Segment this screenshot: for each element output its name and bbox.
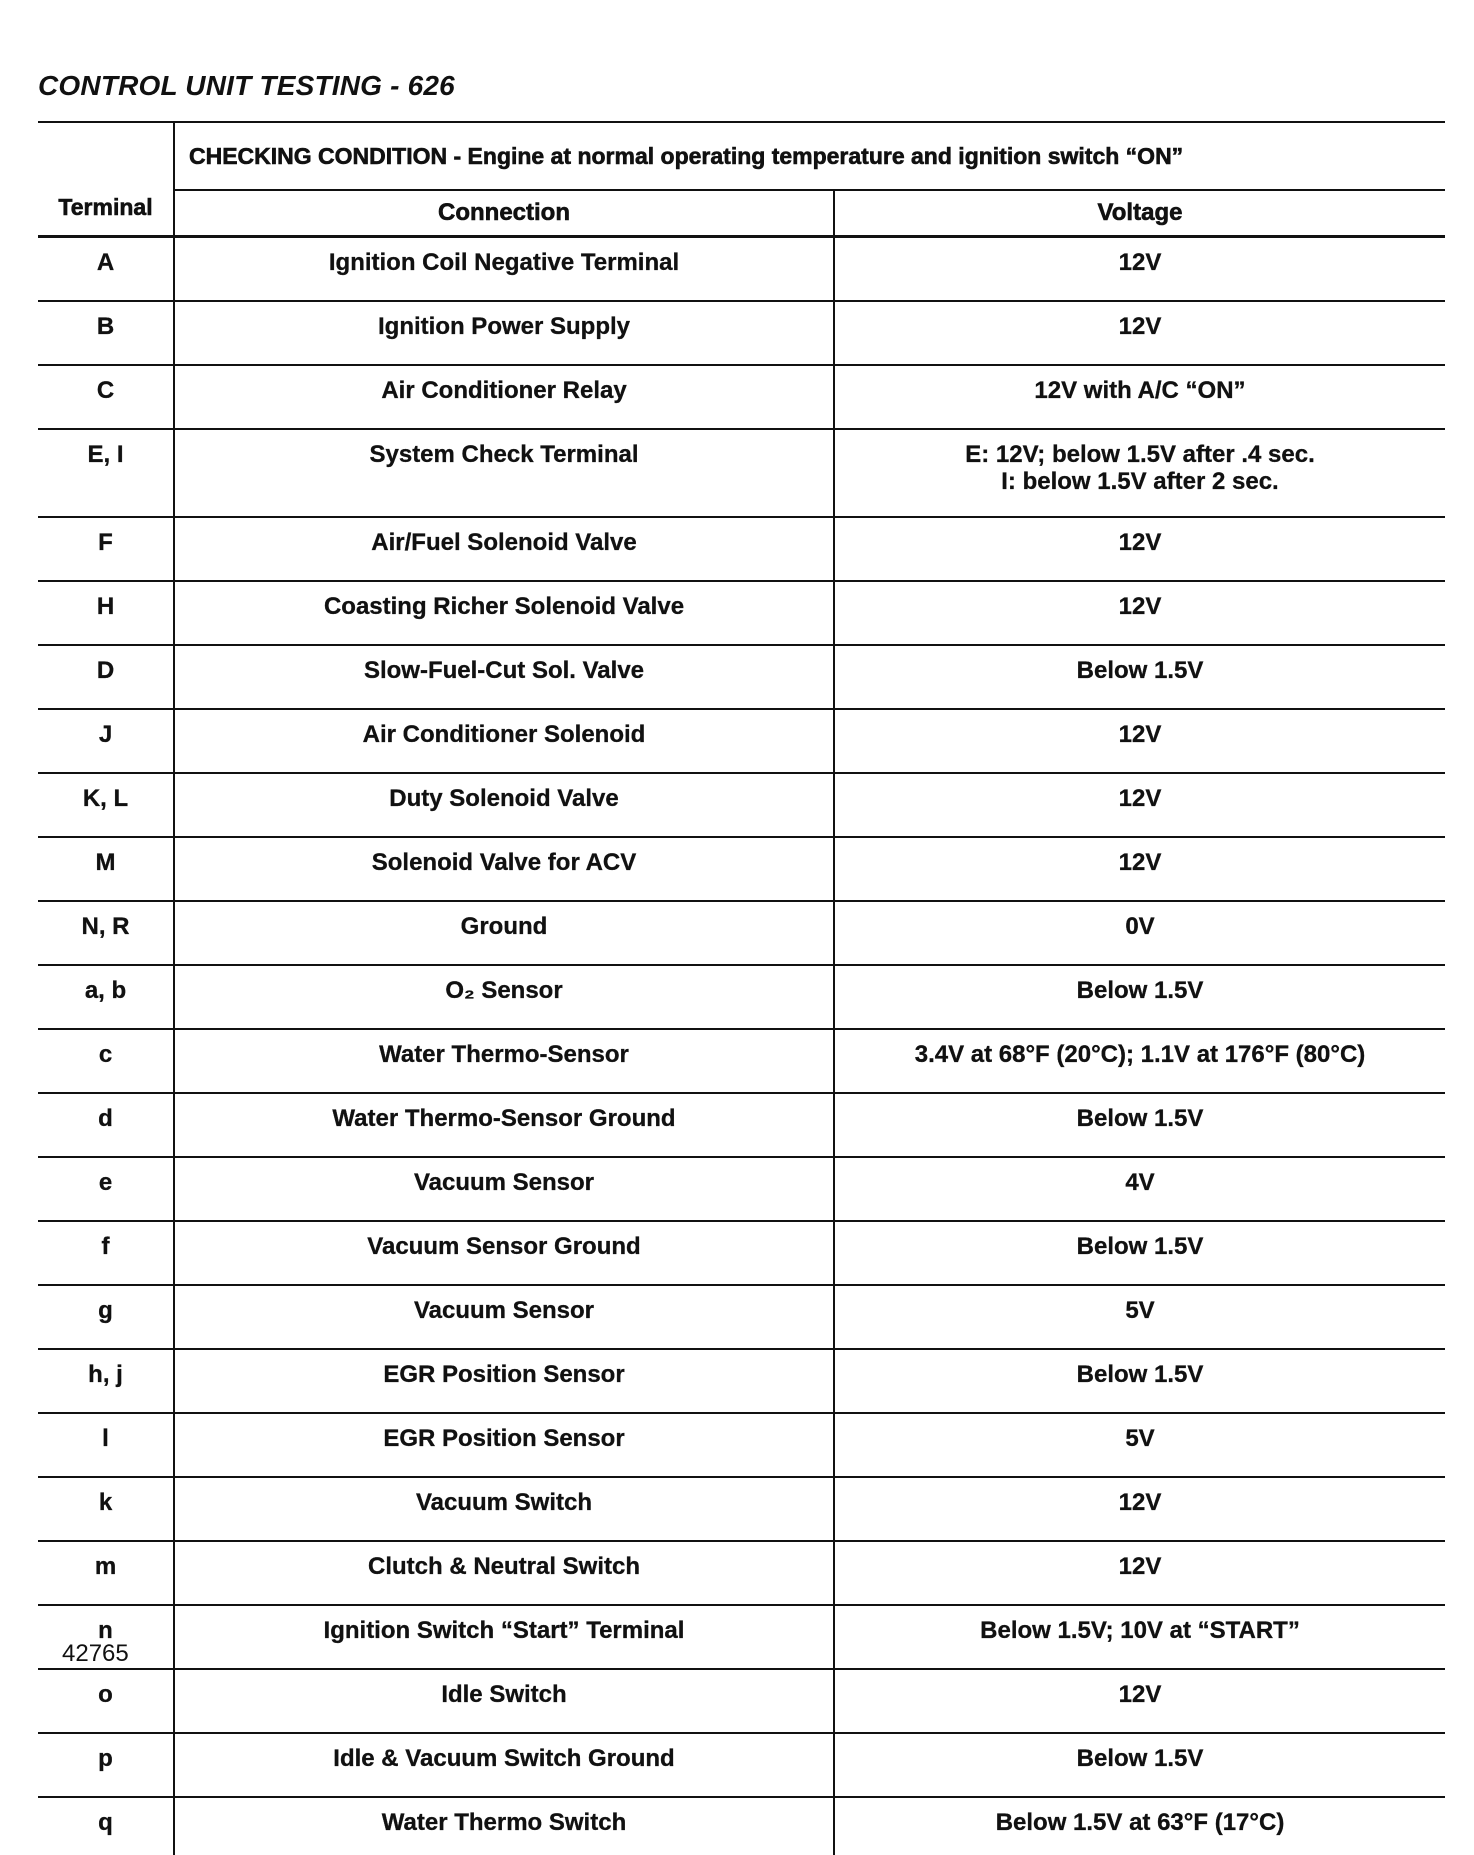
voltage-line: 5V bbox=[835, 1297, 1445, 1324]
table-row bbox=[38, 301, 1445, 365]
voltage-cell bbox=[834, 365, 1445, 429]
terminal-cell: a, b bbox=[38, 965, 174, 1029]
control-unit-table bbox=[38, 121, 1445, 1855]
connection-cell: Ignition Switch “Start” Terminal bbox=[174, 1605, 834, 1669]
voltage-line: Below 1.5V bbox=[835, 1233, 1445, 1260]
connection-cell: O₂ Sensor bbox=[174, 965, 834, 1029]
terminal-cell: B bbox=[38, 301, 174, 365]
table-row bbox=[38, 1605, 1445, 1669]
connection-cell: Ground bbox=[174, 901, 834, 965]
connection-cell: Coasting Richer Solenoid Valve bbox=[174, 581, 834, 645]
voltage-line: 12V bbox=[835, 313, 1445, 340]
figure-number: 42765 bbox=[62, 1640, 129, 1668]
connection-header: Connection bbox=[174, 190, 834, 237]
table-row bbox=[38, 1029, 1445, 1093]
terminal-cell: h, j bbox=[38, 1349, 174, 1413]
voltage-line: Below 1.5V bbox=[835, 657, 1445, 684]
table-row bbox=[38, 965, 1445, 1029]
terminal-header: Terminal bbox=[38, 122, 174, 237]
voltage-cell bbox=[834, 709, 1445, 773]
connection-cell: Vacuum Switch bbox=[174, 1477, 834, 1541]
voltage-line: 3.4V at 68°F (20°C); 1.1V at 176°F (80°C) bbox=[835, 1041, 1445, 1068]
table-row bbox=[38, 1797, 1445, 1855]
voltage-line: 12V bbox=[835, 785, 1445, 812]
voltage-cell bbox=[834, 1029, 1445, 1093]
terminal-cell: M bbox=[38, 837, 174, 901]
connection-cell: Slow-Fuel-Cut Sol. Valve bbox=[174, 645, 834, 709]
voltage-cell bbox=[834, 237, 1445, 302]
connection-cell: Water Thermo Switch bbox=[174, 1797, 834, 1855]
terminal-cell: c bbox=[38, 1029, 174, 1093]
connection-cell: Idle & Vacuum Switch Ground bbox=[174, 1733, 834, 1797]
voltage-line: Below 1.5V; 10V at “START” bbox=[835, 1617, 1445, 1644]
table-row bbox=[38, 773, 1445, 837]
voltage-line: 12V bbox=[835, 1681, 1445, 1708]
voltage-cell bbox=[834, 901, 1445, 965]
table-row bbox=[38, 517, 1445, 581]
connection-cell: Idle Switch bbox=[174, 1669, 834, 1733]
terminal-cell: q bbox=[38, 1797, 174, 1855]
connection-cell: Air Conditioner Relay bbox=[174, 365, 834, 429]
voltage-line: Below 1.5V bbox=[835, 1361, 1445, 1388]
terminal-cell: m bbox=[38, 1541, 174, 1605]
voltage-cell bbox=[834, 581, 1445, 645]
checking-condition-header: CHECKING CONDITION - Engine at normal operating temperature and ignition switch “ON” bbox=[174, 122, 1445, 190]
voltage-cell bbox=[834, 837, 1445, 901]
voltage-line: 12V bbox=[835, 593, 1445, 620]
voltage-line: Below 1.5V bbox=[835, 977, 1445, 1004]
voltage-line: 0V bbox=[835, 913, 1445, 940]
voltage-line: Below 1.5V bbox=[835, 1105, 1445, 1132]
terminal-cell: K, L bbox=[38, 773, 174, 837]
connection-cell: Ignition Coil Negative Terminal bbox=[174, 237, 834, 302]
connection-cell: Clutch & Neutral Switch bbox=[174, 1541, 834, 1605]
page-title: CONTROL UNIT TESTING - 626 bbox=[38, 70, 455, 102]
connection-cell: Ignition Power Supply bbox=[174, 301, 834, 365]
connection-cell: Air/Fuel Solenoid Valve bbox=[174, 517, 834, 581]
voltage-cell bbox=[834, 1797, 1445, 1855]
connection-cell: EGR Position Sensor bbox=[174, 1349, 834, 1413]
terminal-cell: F bbox=[38, 517, 174, 581]
voltage-line: 4V bbox=[835, 1169, 1445, 1196]
connection-cell: Duty Solenoid Valve bbox=[174, 773, 834, 837]
voltage-cell bbox=[834, 965, 1445, 1029]
voltage-cell bbox=[834, 773, 1445, 837]
terminal-cell: A bbox=[38, 237, 174, 302]
voltage-cell bbox=[834, 1093, 1445, 1157]
table-row bbox=[38, 645, 1445, 709]
connection-cell: Vacuum Sensor bbox=[174, 1285, 834, 1349]
voltage-line: E: 12V; below 1.5V after .4 sec. bbox=[835, 441, 1445, 468]
table-row bbox=[38, 1285, 1445, 1349]
terminal-cell: g bbox=[38, 1285, 174, 1349]
voltage-cell bbox=[834, 1221, 1445, 1285]
voltage-line: 12V bbox=[835, 529, 1445, 556]
connection-cell: Air Conditioner Solenoid bbox=[174, 709, 834, 773]
table-row bbox=[38, 1221, 1445, 1285]
voltage-cell bbox=[834, 1157, 1445, 1221]
connection-cell: Water Thermo-Sensor bbox=[174, 1029, 834, 1093]
table-row bbox=[38, 1157, 1445, 1221]
voltage-line: 5V bbox=[835, 1425, 1445, 1452]
connection-cell: Vacuum Sensor Ground bbox=[174, 1221, 834, 1285]
voltage-line: 12V bbox=[835, 249, 1445, 276]
connection-cell: Water Thermo-Sensor Ground bbox=[174, 1093, 834, 1157]
table-row bbox=[38, 837, 1445, 901]
voltage-line: Below 1.5V at 63°F (17°C) bbox=[835, 1809, 1445, 1836]
table-body bbox=[38, 237, 1445, 1855]
table-row bbox=[38, 1669, 1445, 1733]
voltage-line: 12V with A/C “ON” bbox=[835, 377, 1445, 404]
voltage-cell bbox=[834, 1605, 1445, 1669]
table-row bbox=[38, 581, 1445, 645]
table-row bbox=[38, 1733, 1445, 1797]
table-row bbox=[38, 709, 1445, 773]
voltage-line: 12V bbox=[835, 721, 1445, 748]
terminal-cell: e bbox=[38, 1157, 174, 1221]
table-row bbox=[38, 1093, 1445, 1157]
table-row bbox=[38, 237, 1445, 302]
voltage-cell bbox=[834, 1285, 1445, 1349]
table-row bbox=[38, 429, 1445, 517]
table-row bbox=[38, 365, 1445, 429]
terminal-cell: D bbox=[38, 645, 174, 709]
terminal-cell: N, R bbox=[38, 901, 174, 965]
voltage-line: Below 1.5V bbox=[835, 1745, 1445, 1772]
voltage-cell bbox=[834, 1349, 1445, 1413]
table-row bbox=[38, 1541, 1445, 1605]
voltage-cell bbox=[834, 301, 1445, 365]
table-row bbox=[38, 1413, 1445, 1477]
terminal-cell: p bbox=[38, 1733, 174, 1797]
terminal-cell: C bbox=[38, 365, 174, 429]
voltage-cell bbox=[834, 645, 1445, 709]
voltage-cell bbox=[834, 517, 1445, 581]
terminal-cell: o bbox=[38, 1669, 174, 1733]
voltage-cell bbox=[834, 1413, 1445, 1477]
voltage-header: Voltage bbox=[834, 190, 1445, 237]
terminal-cell: E, I bbox=[38, 429, 174, 517]
table-row bbox=[38, 1477, 1445, 1541]
voltage-cell bbox=[834, 1669, 1445, 1733]
connection-cell: EGR Position Sensor bbox=[174, 1413, 834, 1477]
terminal-cell: k bbox=[38, 1477, 174, 1541]
terminal-cell: J bbox=[38, 709, 174, 773]
table-row bbox=[38, 1349, 1445, 1413]
voltage-line: 12V bbox=[835, 849, 1445, 876]
voltage-cell bbox=[834, 1733, 1445, 1797]
table-row bbox=[38, 901, 1445, 965]
voltage-cell bbox=[834, 1477, 1445, 1541]
terminal-cell: n bbox=[38, 1605, 174, 1669]
terminal-cell: l bbox=[38, 1413, 174, 1477]
terminal-cell: H bbox=[38, 581, 174, 645]
connection-cell: Solenoid Valve for ACV bbox=[174, 837, 834, 901]
voltage-cell bbox=[834, 429, 1445, 517]
terminal-cell: d bbox=[38, 1093, 174, 1157]
voltage-cell bbox=[834, 1541, 1445, 1605]
voltage-line: I: below 1.5V after 2 sec. bbox=[835, 468, 1445, 495]
voltage-line: 12V bbox=[835, 1553, 1445, 1580]
connection-cell: System Check Terminal bbox=[174, 429, 834, 517]
connection-cell: Vacuum Sensor bbox=[174, 1157, 834, 1221]
terminal-cell: f bbox=[38, 1221, 174, 1285]
voltage-line: 12V bbox=[835, 1489, 1445, 1516]
